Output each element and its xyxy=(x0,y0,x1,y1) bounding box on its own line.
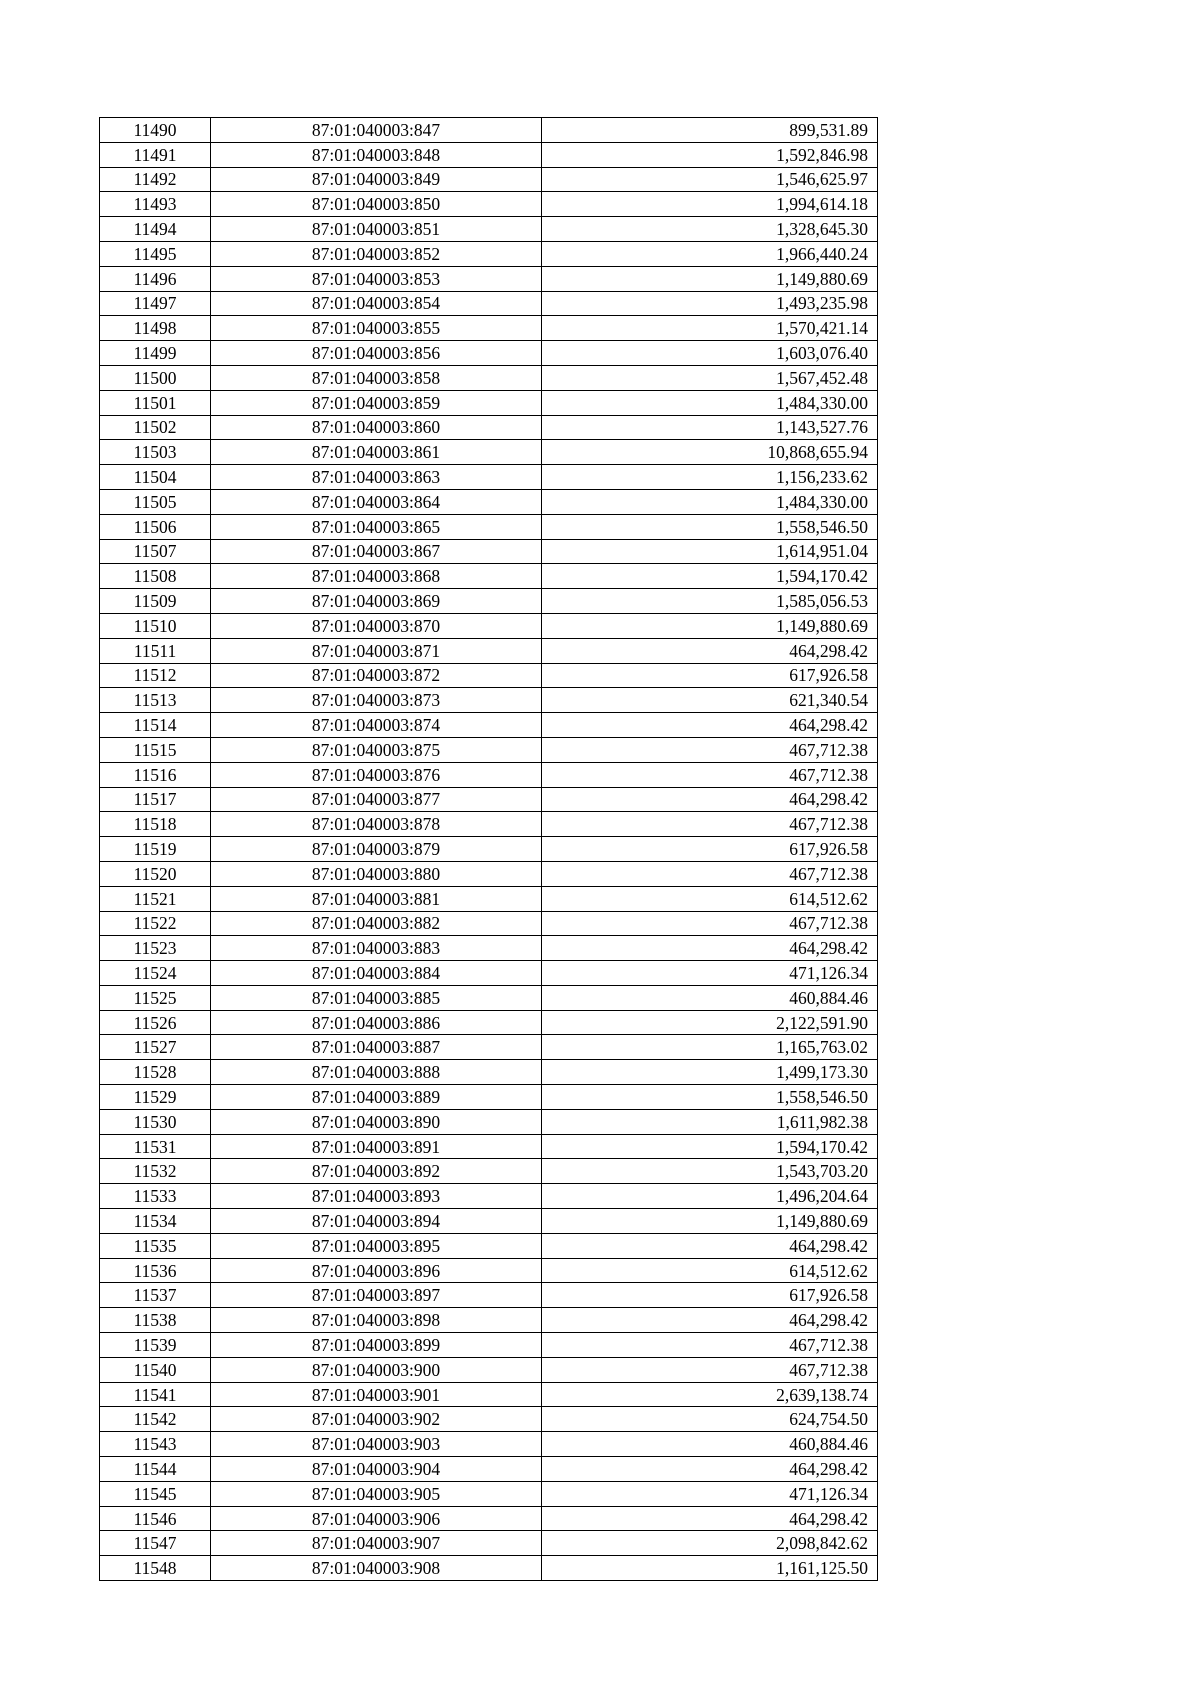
cadastral-number-cell: 87:01:040003:881 xyxy=(211,886,542,911)
table-row xyxy=(100,787,878,812)
value-cell: 1,484,330.00 xyxy=(542,390,878,415)
value-cell: 464,298.42 xyxy=(542,1233,878,1258)
row-number-cell: 11503 xyxy=(100,440,211,465)
row-number-cell: 11541 xyxy=(100,1382,211,1407)
cadastral-number-cell: 87:01:040003:896 xyxy=(211,1258,542,1283)
row-number-cell: 11516 xyxy=(100,762,211,787)
row-number-cell: 11498 xyxy=(100,316,211,341)
row-number-cell: 11534 xyxy=(100,1209,211,1234)
cadastral-number-cell: 87:01:040003:855 xyxy=(211,316,542,341)
value-cell: 1,594,170.42 xyxy=(542,564,878,589)
cadastral-number-cell: 87:01:040003:863 xyxy=(211,465,542,490)
value-cell: 1,149,880.69 xyxy=(542,1209,878,1234)
cadastral-number-cell: 87:01:040003:908 xyxy=(211,1556,542,1581)
row-number-cell: 11527 xyxy=(100,1035,211,1060)
value-cell: 1,149,880.69 xyxy=(542,266,878,291)
cadastral-number-cell: 87:01:040003:900 xyxy=(211,1357,542,1382)
row-number-cell: 11505 xyxy=(100,489,211,514)
row-number-cell: 11523 xyxy=(100,936,211,961)
table-row xyxy=(100,341,878,366)
table-row xyxy=(100,1109,878,1134)
value-cell: 614,512.62 xyxy=(542,1258,878,1283)
cadastral-number-cell: 87:01:040003:856 xyxy=(211,341,542,366)
cadastral-number-cell: 87:01:040003:879 xyxy=(211,837,542,862)
value-cell: 1,156,233.62 xyxy=(542,465,878,490)
value-cell: 460,884.46 xyxy=(542,985,878,1010)
cadastral-number-cell: 87:01:040003:891 xyxy=(211,1134,542,1159)
value-cell: 467,712.38 xyxy=(542,1333,878,1358)
value-cell: 1,614,951.04 xyxy=(542,539,878,564)
value-cell: 467,712.38 xyxy=(542,812,878,837)
row-number-cell: 11518 xyxy=(100,812,211,837)
cadastral-number-cell: 87:01:040003:854 xyxy=(211,291,542,316)
row-number-cell: 11491 xyxy=(100,142,211,167)
table-row xyxy=(100,1481,878,1506)
value-cell: 1,499,173.30 xyxy=(542,1060,878,1085)
cadastral-number-cell: 87:01:040003:903 xyxy=(211,1432,542,1457)
row-number-cell: 11517 xyxy=(100,787,211,812)
table-row xyxy=(100,1258,878,1283)
cadastral-number-cell: 87:01:040003:852 xyxy=(211,241,542,266)
row-number-cell: 11537 xyxy=(100,1283,211,1308)
value-cell: 460,884.46 xyxy=(542,1432,878,1457)
value-cell: 1,558,546.50 xyxy=(542,1085,878,1110)
table-row xyxy=(100,961,878,986)
row-number-cell: 11508 xyxy=(100,564,211,589)
cadastral-number-cell: 87:01:040003:878 xyxy=(211,812,542,837)
value-cell: 467,712.38 xyxy=(542,1357,878,1382)
value-cell: 617,926.58 xyxy=(542,837,878,862)
value-cell: 467,712.38 xyxy=(542,737,878,762)
row-number-cell: 11515 xyxy=(100,737,211,762)
value-cell: 614,512.62 xyxy=(542,886,878,911)
table-row xyxy=(100,192,878,217)
row-number-cell: 11531 xyxy=(100,1134,211,1159)
cadastral-number-cell: 87:01:040003:884 xyxy=(211,961,542,986)
cadastral-number-cell: 87:01:040003:871 xyxy=(211,638,542,663)
cadastral-number-cell: 87:01:040003:888 xyxy=(211,1060,542,1085)
value-cell: 464,298.42 xyxy=(542,936,878,961)
cadastral-number-cell: 87:01:040003:875 xyxy=(211,737,542,762)
value-cell: 1,570,421.14 xyxy=(542,316,878,341)
value-cell: 1,592,846.98 xyxy=(542,142,878,167)
value-cell: 464,298.42 xyxy=(542,638,878,663)
table-row xyxy=(100,365,878,390)
table-row xyxy=(100,217,878,242)
cadastral-number-cell: 87:01:040003:883 xyxy=(211,936,542,961)
row-number-cell: 11528 xyxy=(100,1060,211,1085)
cadastral-number-cell: 87:01:040003:880 xyxy=(211,861,542,886)
cadastral-number-cell: 87:01:040003:882 xyxy=(211,911,542,936)
value-cell: 2,122,591.90 xyxy=(542,1010,878,1035)
value-cell: 1,496,204.64 xyxy=(542,1184,878,1209)
row-number-cell: 11520 xyxy=(100,861,211,886)
table-row xyxy=(100,663,878,688)
table-row xyxy=(100,762,878,787)
table-row xyxy=(100,390,878,415)
row-number-cell: 11535 xyxy=(100,1233,211,1258)
cadastral-number-cell: 87:01:040003:869 xyxy=(211,589,542,614)
value-cell: 10,868,655.94 xyxy=(542,440,878,465)
table-row xyxy=(100,291,878,316)
table-row xyxy=(100,1085,878,1110)
row-number-cell: 11504 xyxy=(100,465,211,490)
cadastral-number-cell: 87:01:040003:873 xyxy=(211,688,542,713)
table-row xyxy=(100,812,878,837)
cadastral-number-cell: 87:01:040003:895 xyxy=(211,1233,542,1258)
table-row xyxy=(100,1233,878,1258)
row-number-cell: 11511 xyxy=(100,638,211,663)
cadastral-number-cell: 87:01:040003:859 xyxy=(211,390,542,415)
row-number-cell: 11545 xyxy=(100,1481,211,1506)
row-number-cell: 11526 xyxy=(100,1010,211,1035)
row-number-cell: 11530 xyxy=(100,1109,211,1134)
cadastral-number-cell: 87:01:040003:907 xyxy=(211,1531,542,1556)
cadastral-number-cell: 87:01:040003:902 xyxy=(211,1407,542,1432)
value-cell: 2,098,842.62 xyxy=(542,1531,878,1556)
cadastral-number-cell: 87:01:040003:889 xyxy=(211,1085,542,1110)
table-row xyxy=(100,1283,878,1308)
cadastral-number-cell: 87:01:040003:868 xyxy=(211,564,542,589)
row-number-cell: 11514 xyxy=(100,713,211,738)
value-cell: 2,639,138.74 xyxy=(542,1382,878,1407)
cadastral-number-cell: 87:01:040003:858 xyxy=(211,365,542,390)
row-number-cell: 11524 xyxy=(100,961,211,986)
value-cell: 1,546,625.97 xyxy=(542,167,878,192)
value-cell: 617,926.58 xyxy=(542,1283,878,1308)
value-cell: 1,611,982.38 xyxy=(542,1109,878,1134)
row-number-cell: 11533 xyxy=(100,1184,211,1209)
row-number-cell: 11536 xyxy=(100,1258,211,1283)
cadastral-number-cell: 87:01:040003:899 xyxy=(211,1333,542,1358)
cadastral-number-cell: 87:01:040003:890 xyxy=(211,1109,542,1134)
value-cell: 1,484,330.00 xyxy=(542,489,878,514)
value-cell: 1,567,452.48 xyxy=(542,365,878,390)
table-row xyxy=(100,489,878,514)
cadastral-value-table xyxy=(99,117,878,1581)
value-cell: 621,340.54 xyxy=(542,688,878,713)
table-row xyxy=(100,514,878,539)
cadastral-number-cell: 87:01:040003:892 xyxy=(211,1159,542,1184)
row-number-cell: 11499 xyxy=(100,341,211,366)
row-number-cell: 11509 xyxy=(100,589,211,614)
row-number-cell: 11522 xyxy=(100,911,211,936)
table-row xyxy=(100,737,878,762)
row-number-cell: 11510 xyxy=(100,613,211,638)
value-cell: 464,298.42 xyxy=(542,787,878,812)
cadastral-number-cell: 87:01:040003:886 xyxy=(211,1010,542,1035)
value-cell: 464,298.42 xyxy=(542,1457,878,1482)
row-number-cell: 11492 xyxy=(100,167,211,192)
table-row xyxy=(100,1382,878,1407)
cadastral-number-cell: 87:01:040003:874 xyxy=(211,713,542,738)
value-cell: 464,298.42 xyxy=(542,713,878,738)
row-number-cell: 11512 xyxy=(100,663,211,688)
row-number-cell: 11525 xyxy=(100,985,211,1010)
row-number-cell: 11493 xyxy=(100,192,211,217)
value-cell: 899,531.89 xyxy=(542,118,878,143)
table-row xyxy=(100,1531,878,1556)
value-cell: 471,126.34 xyxy=(542,961,878,986)
cadastral-number-cell: 87:01:040003:876 xyxy=(211,762,542,787)
table-row xyxy=(100,713,878,738)
table-row xyxy=(100,1060,878,1085)
cadastral-number-cell: 87:01:040003:898 xyxy=(211,1308,542,1333)
row-number-cell: 11496 xyxy=(100,266,211,291)
table-row xyxy=(100,688,878,713)
row-number-cell: 11501 xyxy=(100,390,211,415)
value-cell: 1,493,235.98 xyxy=(542,291,878,316)
value-cell: 1,558,546.50 xyxy=(542,514,878,539)
value-cell: 1,165,763.02 xyxy=(542,1035,878,1060)
table-row xyxy=(100,1357,878,1382)
table-row xyxy=(100,1159,878,1184)
table-row xyxy=(100,1010,878,1035)
table-row xyxy=(100,1035,878,1060)
table-row xyxy=(100,1556,878,1581)
value-cell: 467,712.38 xyxy=(542,911,878,936)
row-number-cell: 11513 xyxy=(100,688,211,713)
cadastral-number-cell: 87:01:040003:901 xyxy=(211,1382,542,1407)
table-row xyxy=(100,167,878,192)
table-row xyxy=(100,1457,878,1482)
value-cell: 1,328,645.30 xyxy=(542,217,878,242)
row-number-cell: 11532 xyxy=(100,1159,211,1184)
value-cell: 464,298.42 xyxy=(542,1308,878,1333)
table-row xyxy=(100,316,878,341)
value-cell: 464,298.42 xyxy=(542,1506,878,1531)
cadastral-number-cell: 87:01:040003:867 xyxy=(211,539,542,564)
value-cell: 1,143,527.76 xyxy=(542,415,878,440)
table-row xyxy=(100,142,878,167)
value-cell: 1,966,440.24 xyxy=(542,241,878,266)
table-row xyxy=(100,638,878,663)
table-row xyxy=(100,440,878,465)
cadastral-number-cell: 87:01:040003:864 xyxy=(211,489,542,514)
cadastral-number-cell: 87:01:040003:905 xyxy=(211,1481,542,1506)
table-row xyxy=(100,861,878,886)
table-row xyxy=(100,837,878,862)
cadastral-number-cell: 87:01:040003:887 xyxy=(211,1035,542,1060)
table-row xyxy=(100,415,878,440)
row-number-cell: 11506 xyxy=(100,514,211,539)
value-cell: 1,543,703.20 xyxy=(542,1159,878,1184)
cadastral-number-cell: 87:01:040003:865 xyxy=(211,514,542,539)
row-number-cell: 11494 xyxy=(100,217,211,242)
table-row xyxy=(100,564,878,589)
table-row xyxy=(100,613,878,638)
value-cell: 467,712.38 xyxy=(542,861,878,886)
cadastral-number-cell: 87:01:040003:906 xyxy=(211,1506,542,1531)
cadastral-number-cell: 87:01:040003:870 xyxy=(211,613,542,638)
value-cell: 467,712.38 xyxy=(542,762,878,787)
cadastral-number-cell: 87:01:040003:847 xyxy=(211,118,542,143)
table-row xyxy=(100,1134,878,1159)
row-number-cell: 11546 xyxy=(100,1506,211,1531)
table-row xyxy=(100,118,878,143)
value-cell: 1,149,880.69 xyxy=(542,613,878,638)
cadastral-number-cell: 87:01:040003:850 xyxy=(211,192,542,217)
cadastral-number-cell: 87:01:040003:894 xyxy=(211,1209,542,1234)
row-number-cell: 11521 xyxy=(100,886,211,911)
cadastral-number-cell: 87:01:040003:849 xyxy=(211,167,542,192)
value-cell: 1,603,076.40 xyxy=(542,341,878,366)
row-number-cell: 11497 xyxy=(100,291,211,316)
table-row xyxy=(100,241,878,266)
cadastral-number-cell: 87:01:040003:904 xyxy=(211,1457,542,1482)
value-cell: 1,161,125.50 xyxy=(542,1556,878,1581)
cadastral-number-cell: 87:01:040003:851 xyxy=(211,217,542,242)
table-row xyxy=(100,886,878,911)
row-number-cell: 11542 xyxy=(100,1407,211,1432)
cadastral-number-cell: 87:01:040003:885 xyxy=(211,985,542,1010)
row-number-cell: 11539 xyxy=(100,1333,211,1358)
table-row xyxy=(100,1432,878,1457)
table-row xyxy=(100,1506,878,1531)
row-number-cell: 11538 xyxy=(100,1308,211,1333)
cadastral-number-cell: 87:01:040003:861 xyxy=(211,440,542,465)
table-row xyxy=(100,1308,878,1333)
table-body xyxy=(100,118,878,1581)
table-row xyxy=(100,1209,878,1234)
value-cell: 1,585,056.53 xyxy=(542,589,878,614)
cadastral-number-cell: 87:01:040003:848 xyxy=(211,142,542,167)
cadastral-number-cell: 87:01:040003:893 xyxy=(211,1184,542,1209)
table-row xyxy=(100,936,878,961)
table-row xyxy=(100,465,878,490)
table-row xyxy=(100,589,878,614)
table-row xyxy=(100,1407,878,1432)
value-cell: 471,126.34 xyxy=(542,1481,878,1506)
row-number-cell: 11502 xyxy=(100,415,211,440)
row-number-cell: 11540 xyxy=(100,1357,211,1382)
table-row xyxy=(100,1333,878,1358)
row-number-cell: 11547 xyxy=(100,1531,211,1556)
cadastral-number-cell: 87:01:040003:872 xyxy=(211,663,542,688)
table-row xyxy=(100,985,878,1010)
row-number-cell: 11519 xyxy=(100,837,211,862)
table-row xyxy=(100,539,878,564)
table-row xyxy=(100,911,878,936)
table-row xyxy=(100,266,878,291)
value-cell: 624,754.50 xyxy=(542,1407,878,1432)
cadastral-number-cell: 87:01:040003:897 xyxy=(211,1283,542,1308)
row-number-cell: 11544 xyxy=(100,1457,211,1482)
row-number-cell: 11507 xyxy=(100,539,211,564)
row-number-cell: 11495 xyxy=(100,241,211,266)
cadastral-number-cell: 87:01:040003:877 xyxy=(211,787,542,812)
row-number-cell: 11543 xyxy=(100,1432,211,1457)
table-row xyxy=(100,1184,878,1209)
cadastral-number-cell: 87:01:040003:853 xyxy=(211,266,542,291)
row-number-cell: 11529 xyxy=(100,1085,211,1110)
value-cell: 1,594,170.42 xyxy=(542,1134,878,1159)
row-number-cell: 11490 xyxy=(100,118,211,143)
row-number-cell: 11548 xyxy=(100,1556,211,1581)
value-cell: 1,994,614.18 xyxy=(542,192,878,217)
value-cell: 617,926.58 xyxy=(542,663,878,688)
cadastral-number-cell: 87:01:040003:860 xyxy=(211,415,542,440)
row-number-cell: 11500 xyxy=(100,365,211,390)
